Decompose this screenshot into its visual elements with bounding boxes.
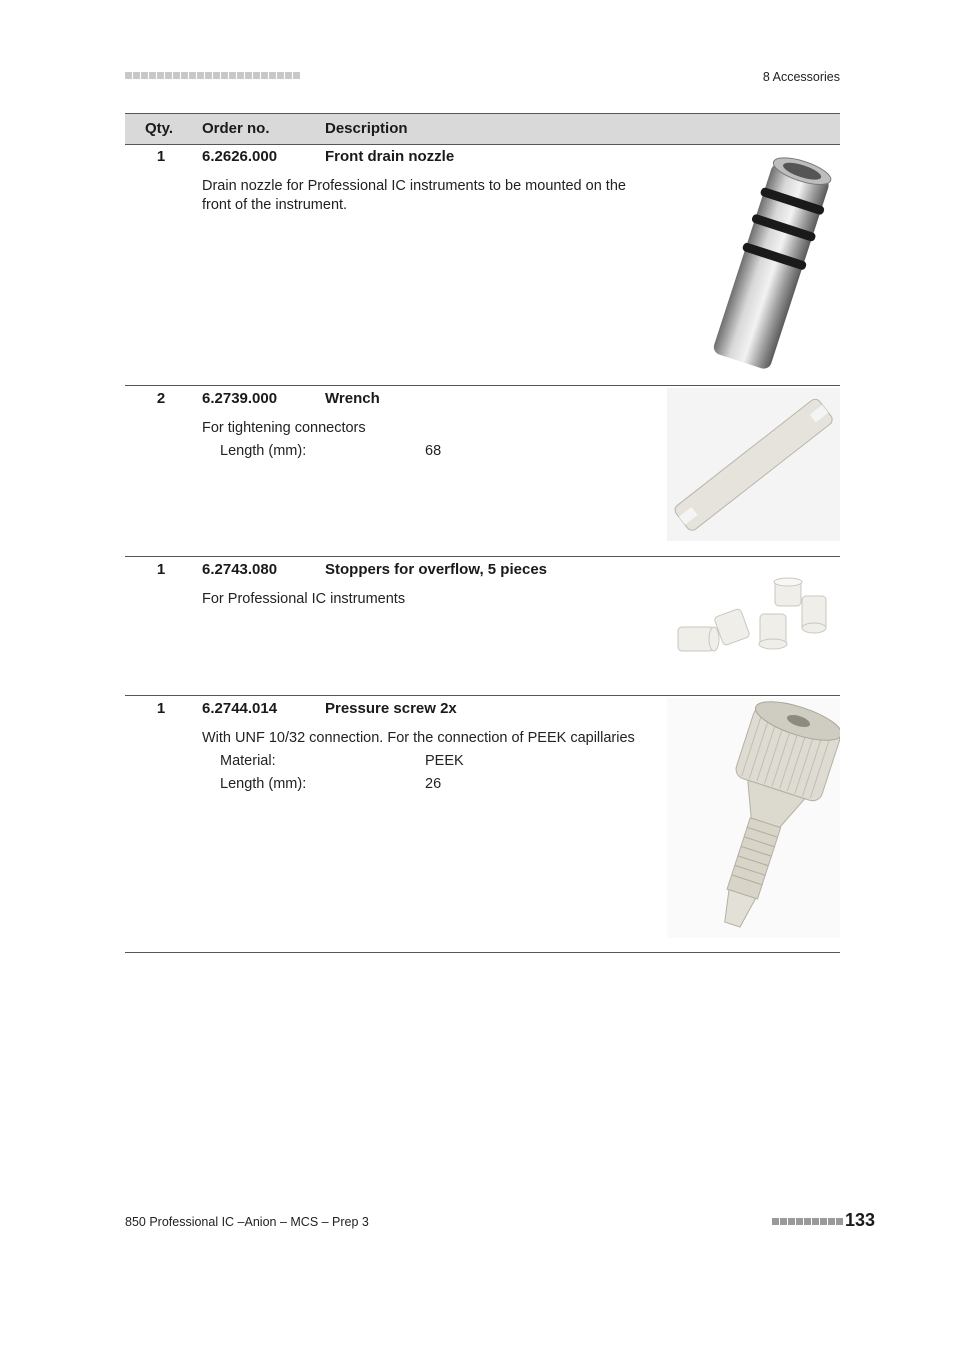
row-qty: 1	[156, 148, 166, 165]
row-description: For tightening connectors	[202, 420, 366, 436]
row-description: With UNF 10/32 connection. For the connection of PEEK capillaries	[202, 730, 635, 746]
row-description: Drain nozzle for Professional IC instruments to be mounted on the front of the instrument.	[202, 178, 626, 213]
column-header-order-no: Order no.	[202, 120, 270, 137]
row-qty: 2	[156, 390, 166, 407]
row-divider	[125, 556, 840, 557]
row-qty: 1	[156, 561, 166, 578]
property-value: 26	[425, 776, 442, 792]
property-value: PEEK	[425, 753, 464, 769]
wrench-image	[667, 388, 840, 541]
property-label: Length (mm):	[220, 443, 307, 459]
stoppers-image	[670, 572, 840, 682]
row-order-no: 6.2739.000	[202, 390, 278, 407]
document-title: 850 Professional IC –Anion – MCS – Prep 3	[125, 1215, 369, 1229]
property-label: Length (mm):	[220, 776, 307, 792]
row-order-no: 6.2626.000	[202, 148, 278, 165]
row-title: Pressure screw 2x	[325, 700, 457, 717]
footer-decoration	[772, 1218, 843, 1225]
row-title: Front drain nozzle	[325, 148, 455, 165]
table-header	[125, 113, 840, 145]
page-number: 133	[845, 1210, 876, 1230]
row-divider	[125, 695, 840, 696]
header-decoration	[125, 72, 300, 80]
pressure-screw-image	[667, 698, 840, 938]
row-qty: 1	[156, 700, 166, 717]
property-label: Material:	[220, 753, 276, 769]
column-header-qty: Qty.	[145, 120, 174, 137]
table-bottom-rule	[125, 952, 840, 953]
row-description: For Professional IC instruments	[202, 591, 406, 607]
drain-nozzle-image	[668, 150, 840, 370]
column-header-description: Description	[325, 120, 408, 137]
row-order-no: 6.2744.014	[202, 700, 278, 717]
row-divider	[125, 385, 840, 386]
section-title: 8 Accessories	[762, 70, 840, 84]
property-value: 68	[425, 443, 442, 459]
row-title: Wrench	[325, 390, 380, 407]
row-title: Stoppers for overflow, 5 pieces	[325, 561, 548, 578]
row-order-no: 6.2743.080	[202, 561, 278, 578]
